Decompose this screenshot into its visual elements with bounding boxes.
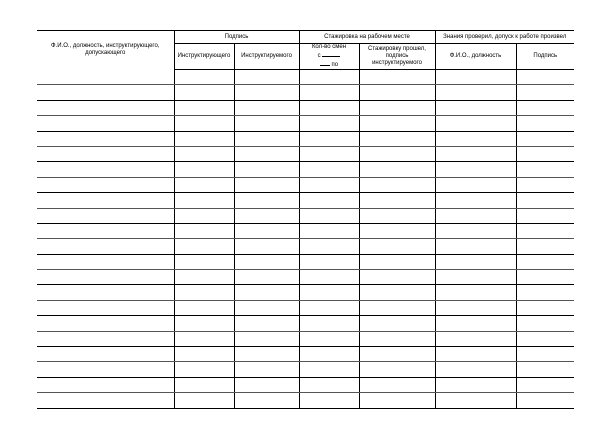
blank-cell[interactable] bbox=[174, 239, 234, 254]
col-group-internship: Стажировка на рабочем месте bbox=[299, 31, 435, 44]
blank-cell[interactable] bbox=[299, 131, 359, 146]
blank-cell[interactable] bbox=[516, 146, 574, 161]
blank-cell[interactable] bbox=[359, 85, 435, 100]
col-header-instructing: Инструктирующего bbox=[174, 44, 234, 70]
table-row bbox=[37, 193, 574, 208]
shifts-to-row bbox=[302, 60, 357, 69]
blank-cell[interactable] bbox=[234, 193, 299, 208]
blank-cell[interactable] bbox=[516, 300, 574, 315]
table-row bbox=[37, 146, 574, 161]
table-row bbox=[37, 270, 574, 285]
blank-cell[interactable] bbox=[359, 131, 435, 146]
blank-cell[interactable] bbox=[299, 146, 359, 161]
blank-cell[interactable] bbox=[234, 331, 299, 346]
blank-cell[interactable] bbox=[37, 70, 174, 85]
col-header-fio-position: Ф.И.О., должность bbox=[435, 44, 516, 70]
blank-cell[interactable] bbox=[359, 208, 435, 223]
blank-cell[interactable] bbox=[516, 116, 574, 131]
table-row bbox=[37, 377, 574, 392]
instruction-journal-table bbox=[37, 30, 574, 409]
blank-cell[interactable] bbox=[435, 85, 516, 100]
blank-cell[interactable] bbox=[299, 254, 359, 269]
blank-cell[interactable] bbox=[234, 177, 299, 192]
blank-cell[interactable] bbox=[299, 316, 359, 331]
blank-cell[interactable] bbox=[37, 223, 174, 238]
table-row bbox=[37, 223, 574, 238]
blank-cell[interactable] bbox=[299, 223, 359, 238]
blank-cell[interactable] bbox=[359, 393, 435, 408]
blank-cell[interactable] bbox=[174, 316, 234, 331]
blank-cell[interactable] bbox=[234, 347, 299, 362]
table-row bbox=[37, 347, 574, 362]
table-row bbox=[37, 208, 574, 223]
blank-cell[interactable] bbox=[37, 331, 174, 346]
shifts-count-label: Кол-во смен bbox=[311, 44, 347, 50]
blank-cell[interactable] bbox=[174, 377, 234, 392]
blank-cell[interactable] bbox=[299, 300, 359, 315]
blank-cell[interactable] bbox=[174, 100, 234, 115]
blank-cell[interactable] bbox=[174, 208, 234, 223]
blank-cell[interactable] bbox=[435, 316, 516, 331]
blank-cell[interactable] bbox=[299, 331, 359, 346]
blank-cell[interactable] bbox=[37, 393, 174, 408]
table-row bbox=[37, 177, 574, 192]
blank-cell[interactable] bbox=[516, 193, 574, 208]
blank-cell[interactable] bbox=[299, 393, 359, 408]
blank-cell[interactable] bbox=[174, 146, 234, 161]
table-row bbox=[37, 393, 574, 408]
blank-cell[interactable] bbox=[299, 100, 359, 115]
blank-cell[interactable] bbox=[174, 70, 234, 85]
shifts-from-label: с bbox=[317, 53, 321, 59]
blank-cell[interactable] bbox=[234, 70, 299, 85]
col-header-internship-done: Стажировку прошел, подпись инструктируемого bbox=[359, 44, 435, 70]
blank-cell[interactable] bbox=[37, 270, 174, 285]
shifts-to-blank bbox=[320, 60, 330, 66]
blank-cell[interactable] bbox=[359, 70, 435, 85]
blank-cell[interactable] bbox=[299, 285, 359, 300]
blank-cell[interactable] bbox=[299, 347, 359, 362]
blank-cell[interactable] bbox=[435, 131, 516, 146]
blank-cell[interactable] bbox=[37, 377, 174, 392]
table-row bbox=[37, 131, 574, 146]
blank-cell[interactable] bbox=[234, 285, 299, 300]
blank-cell[interactable] bbox=[234, 223, 299, 238]
blank-cell[interactable] bbox=[516, 223, 574, 238]
blank-cell[interactable] bbox=[37, 208, 174, 223]
blank-cell[interactable] bbox=[516, 85, 574, 100]
blank-cell[interactable] bbox=[37, 362, 174, 377]
blank-cell[interactable] bbox=[516, 131, 574, 146]
blank-cell[interactable] bbox=[174, 362, 234, 377]
blank-cell[interactable] bbox=[359, 162, 435, 177]
blank-cell[interactable] bbox=[516, 377, 574, 392]
shifts-from-blank bbox=[322, 51, 340, 57]
blank-cell[interactable] bbox=[234, 300, 299, 315]
table-row bbox=[37, 100, 574, 115]
blank-cell[interactable] bbox=[37, 85, 174, 100]
blank-cell[interactable] bbox=[234, 254, 299, 269]
blank-cell[interactable] bbox=[435, 347, 516, 362]
blank-cell[interactable] bbox=[516, 316, 574, 331]
blank-cell[interactable] bbox=[299, 377, 359, 392]
blank-cell[interactable] bbox=[234, 270, 299, 285]
blank-cell[interactable] bbox=[359, 239, 435, 254]
table-row bbox=[37, 285, 574, 300]
blank-cell[interactable] bbox=[174, 193, 234, 208]
blank-cell[interactable] bbox=[234, 116, 299, 131]
blank-cell[interactable] bbox=[435, 300, 516, 315]
blank-cell[interactable] bbox=[234, 85, 299, 100]
blank-cell[interactable] bbox=[299, 85, 359, 100]
blank-cell[interactable] bbox=[435, 70, 516, 85]
blank-cell[interactable] bbox=[37, 300, 174, 315]
blank-cell[interactable] bbox=[359, 100, 435, 115]
blank-cell[interactable] bbox=[37, 285, 174, 300]
blank-cell[interactable] bbox=[359, 285, 435, 300]
table-row bbox=[37, 70, 574, 85]
blank-cell[interactable] bbox=[435, 270, 516, 285]
blank-cell[interactable] bbox=[359, 377, 435, 392]
blank-cell[interactable] bbox=[299, 177, 359, 192]
blank-cell[interactable] bbox=[37, 316, 174, 331]
shifts-from-row bbox=[302, 51, 357, 60]
journal-rows bbox=[37, 70, 574, 409]
blank-cell[interactable] bbox=[37, 116, 174, 131]
blank-cell[interactable] bbox=[234, 316, 299, 331]
blank-cell[interactable] bbox=[37, 162, 174, 177]
blank-cell[interactable] bbox=[359, 223, 435, 238]
table-row bbox=[37, 254, 574, 269]
blank-cell[interactable] bbox=[516, 162, 574, 177]
blank-cell[interactable] bbox=[174, 393, 234, 408]
blank-cell[interactable] bbox=[435, 393, 516, 408]
blank-cell[interactable] bbox=[174, 347, 234, 362]
table-row bbox=[37, 316, 574, 331]
blank-cell[interactable] bbox=[359, 254, 435, 269]
blank-cell[interactable] bbox=[435, 162, 516, 177]
blank-cell[interactable] bbox=[299, 70, 359, 85]
blank-cell[interactable] bbox=[37, 193, 174, 208]
blank-cell[interactable] bbox=[359, 316, 435, 331]
blank-cell[interactable] bbox=[435, 116, 516, 131]
table-row bbox=[37, 116, 574, 131]
col-group-check: Знания проверил, допуск к работе произвел bbox=[435, 31, 574, 44]
blank-cell[interactable] bbox=[234, 131, 299, 146]
blank-cell[interactable] bbox=[234, 362, 299, 377]
blank-cell[interactable] bbox=[234, 162, 299, 177]
blank-cell[interactable] bbox=[516, 177, 574, 192]
blank-cell[interactable] bbox=[37, 347, 174, 362]
col-header-fio: Ф.И.О., должность, инструктирующего, допускающего bbox=[37, 31, 174, 70]
blank-cell[interactable] bbox=[299, 162, 359, 177]
blank-cell[interactable] bbox=[299, 270, 359, 285]
blank-cell[interactable] bbox=[435, 146, 516, 161]
blank-cell[interactable] bbox=[37, 239, 174, 254]
blank-cell[interactable] bbox=[174, 331, 234, 346]
blank-cell[interactable] bbox=[37, 254, 174, 269]
blank-cell[interactable] bbox=[299, 193, 359, 208]
col-header-signature: Подпись bbox=[516, 44, 574, 70]
blank-cell[interactable] bbox=[234, 208, 299, 223]
blank-cell[interactable] bbox=[234, 146, 299, 161]
blank-cell[interactable] bbox=[435, 223, 516, 238]
blank-cell[interactable] bbox=[359, 347, 435, 362]
blank-cell[interactable] bbox=[174, 285, 234, 300]
blank-cell[interactable] bbox=[174, 131, 234, 146]
blank-cell[interactable] bbox=[359, 116, 435, 131]
blank-cell[interactable] bbox=[359, 177, 435, 192]
blank-cell[interactable] bbox=[299, 239, 359, 254]
blank-cell[interactable] bbox=[37, 131, 174, 146]
blank-cell[interactable] bbox=[516, 285, 574, 300]
blank-cell[interactable] bbox=[234, 393, 299, 408]
blank-cell[interactable] bbox=[174, 223, 234, 238]
blank-cell[interactable] bbox=[359, 146, 435, 161]
blank-cell[interactable] bbox=[435, 208, 516, 223]
table-row bbox=[37, 362, 574, 377]
blank-cell[interactable] bbox=[37, 177, 174, 192]
blank-cell[interactable] bbox=[516, 239, 574, 254]
table-row bbox=[37, 331, 574, 346]
blank-cell[interactable] bbox=[516, 347, 574, 362]
blank-cell[interactable] bbox=[435, 285, 516, 300]
blank-cell[interactable] bbox=[435, 100, 516, 115]
blank-cell[interactable] bbox=[37, 100, 174, 115]
blank-cell[interactable] bbox=[174, 300, 234, 315]
blank-cell[interactable] bbox=[435, 193, 516, 208]
blank-cell[interactable] bbox=[516, 362, 574, 377]
blank-cell[interactable] bbox=[174, 85, 234, 100]
blank-cell[interactable] bbox=[299, 116, 359, 131]
col-header-instructed: Инструктируемого bbox=[234, 44, 299, 70]
blank-cell[interactable] bbox=[435, 177, 516, 192]
table-row bbox=[37, 239, 574, 254]
blank-cell[interactable] bbox=[174, 177, 234, 192]
blank-cell[interactable] bbox=[516, 70, 574, 85]
blank-cell[interactable] bbox=[299, 208, 359, 223]
blank-cell[interactable] bbox=[516, 270, 574, 285]
col-group-signature: Подпись bbox=[174, 31, 299, 44]
blank-cell[interactable] bbox=[234, 377, 299, 392]
blank-cell[interactable] bbox=[435, 362, 516, 377]
blank-cell[interactable] bbox=[174, 116, 234, 131]
blank-cell[interactable] bbox=[435, 239, 516, 254]
blank-cell[interactable] bbox=[299, 362, 359, 377]
blank-cell[interactable] bbox=[516, 254, 574, 269]
blank-cell[interactable] bbox=[359, 331, 435, 346]
blank-cell[interactable] bbox=[359, 362, 435, 377]
blank-cell[interactable] bbox=[234, 239, 299, 254]
blank-cell[interactable] bbox=[234, 100, 299, 115]
blank-cell[interactable] bbox=[516, 100, 574, 115]
blank-cell[interactable] bbox=[359, 270, 435, 285]
table-row bbox=[37, 300, 574, 315]
blank-cell[interactable] bbox=[516, 208, 574, 223]
table-row bbox=[37, 85, 574, 100]
blank-cell[interactable] bbox=[359, 300, 435, 315]
blank-cell[interactable] bbox=[435, 331, 516, 346]
blank-cell[interactable] bbox=[359, 193, 435, 208]
blank-cell[interactable] bbox=[37, 146, 174, 161]
blank-cell[interactable] bbox=[435, 377, 516, 392]
blank-cell[interactable] bbox=[516, 393, 574, 408]
blank-cell[interactable] bbox=[174, 162, 234, 177]
blank-cell[interactable] bbox=[516, 331, 574, 346]
blank-cell[interactable] bbox=[435, 254, 516, 269]
table-row bbox=[37, 162, 574, 177]
blank-cell[interactable] bbox=[174, 254, 234, 269]
shifts-to-label: по bbox=[331, 62, 339, 68]
blank-cell[interactable] bbox=[174, 270, 234, 285]
col-header-shifts bbox=[299, 44, 359, 70]
